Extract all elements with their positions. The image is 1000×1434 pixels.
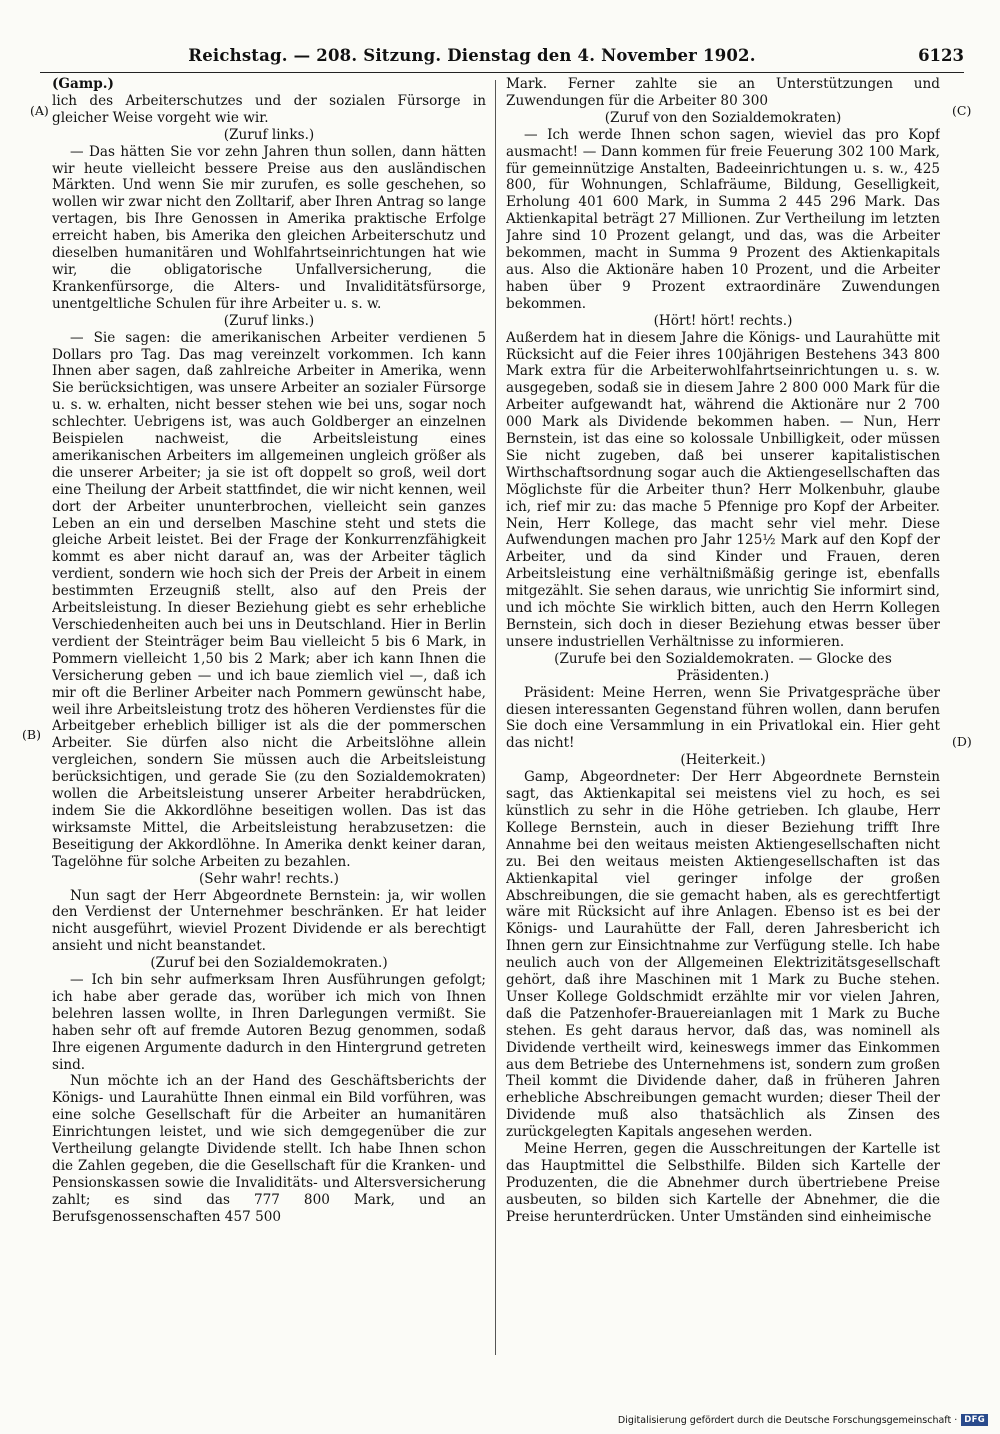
paragraph: Meine Herren, gegen die Ausschreitungen der Kartelle ist das Hauptmittel die Selbsthilfe. Bilden sich Kartelle der Produzenten, die die Abnehmer durch übertriebene Preise ausbeuten, so bilden sich Kartelle der Abnehmer, die die Preise herunterdrücken. Unter Umständen sind einheimische xyxy=(506,1141,940,1225)
paragraph: Mark. Ferner zahlte sie an Unterstützungen und Zuwendungen für die Arbeiter 80 300 xyxy=(506,76,940,109)
footer-text: Digitalisierung gefördert durch die Deutsche Forschungsgemeinschaft · xyxy=(617,1414,958,1426)
paragraph: — Das hätten Sie vor zehn Jahren thun sollen, dann hätten wir heute vielleicht bessere Preise aus den ausländischen Märkten. Und wenn Sie mir zurufen, es solle geschehen, so wollen wir zwar nicht den Zolltarif, aber Ihren Antrag so lange vertagen, bis Ihre Genossen in Amerika praktische Erfolge erreicht haben, bis Amerika den gleichen Arbeiterschutz und dieselben humanitären und Wohlfahrtseinrichtungen hat wie wir, die obligatorische Unfallversicherung, die Krankenfürsorge, die Alters- und Invaliditätsfürsorge, unentgeltliche Schulen für ihre Arbeiter u. s. w. xyxy=(52,143,486,312)
interjection: (Sehr wahr! rechts.) xyxy=(199,870,339,887)
page-header xyxy=(40,46,964,73)
dfg-logo: DFG xyxy=(961,1414,988,1426)
interjection: (Heiterkeit.) xyxy=(680,752,766,769)
paragraph: — Sie sagen: die amerikanischen Arbeiter verdienen 5 Dollars pro Tag. Das mag vereinzelt vorkommen. Ich kann Ihnen aber sagen, daß zahlreiche Arbeiter in Amerika, wenn Sie berücksichtigen, was unsere Arbeiter an sozialer Fürsorge u. s. w. erhalten, nicht besser stehen wie bei uns, sogar noch schlechter. Uebrigens ist, was auch Goldberger an einzelnen Beispielen nachweist, die Arbeitsleistung eines amerikanischen Arbeiters im allgemeinen ungleich größer als die unserer Arbeiter; ja sie ist oft doppelt so groß, weil dort eine Theilung der Arbeit stattfindet, die wir nicht kennen, weil dort der Arbeiter ununterbrochen, vielleicht sein ganzes Leben an ein und derselben Maschine steht und stets die gleiche Arbeit leistet. Bei der Frage der Konkurrenzfähigkeit kommt es aber nicht darauf an, was der Arbeiter täglich verdient, sondern wie hoch sich der Preis der Arbeit in einem bestimmten Erzeugniß stellt, also auf den Preis der Arbeitsleistung. In dieser Beziehung giebt es sehr erhebliche Verschiedenheiten auch bei uns in Deutschland. Hier in Berlin verdient der Steinträger beim Bau vielleicht 5 bis 6 Mark, in Pommern vielleicht 1,50 bis 2 Mark; aber ich kann Ihnen die Versicherung geben — und ich baue ziemlich viel —, daß ich mir oft die Berliner Arbeiter nach Pommern gewünscht habe, weil ihre Arbeitsleistung trotz des höheren Verdienstes für die Arbeitgeber erheblich billiger ist als die der pommerschen Arbeiter. Sie dürfen also nicht die Arbeitslöhne allein vergleichen, sondern Sie müssen auch die Arbeitsleistung berücksichtigen, und gerade Sie (zu den Sozialdemokraten) wollen die Arbeitsleistung unserer Arbeiter herabdrücken, indem Sie die Akkordlöhne beseitigen wollen. Das ist das wirksamste Mittel, die Arbeitsleistung herabzusetzen: die Beseitigung der Akkordlöhne. In Amerika denkt keiner daran, Tagelöhne für solche Arbeiten zu bezahlen. xyxy=(52,329,486,870)
speaker-tag: (Gamp.) xyxy=(52,76,114,92)
margin-marker-c: (C) xyxy=(952,103,972,118)
paragraph: Nun sagt der Herr Abgeordnete Bernstein: ja, wir wollen den Verdienst der Unternehmer beschränken. Er hat leider nicht ausgeführt, wieviel Prozent Dividende er als berechtigt ansieht und nicht beanstandet. xyxy=(52,887,486,955)
interjection: (Zuruf links.) xyxy=(223,126,315,143)
margin-marker-d: (D) xyxy=(952,734,972,749)
footer xyxy=(618,1414,988,1426)
paragraph-president: Präsident: Meine Herren, wenn Sie Privatgespräche über diesen interessanten Gegenstand führen wollen, dann berufen Sie doch eine Versammlung in ein Privatlokal ein. Hier geht das nicht! xyxy=(506,684,940,752)
interjection: (Zuruf von den Sozialdemokraten) xyxy=(604,109,842,126)
paragraph: lich des Arbeiterschutzes und der sozialen Fürsorge in gleicher Weise vorgeht wie wir. xyxy=(52,92,486,126)
left-column xyxy=(52,76,486,1356)
paragraph: — Ich bin sehr aufmerksam Ihren Ausführungen gefolgt; ich habe aber gerade das, worüber ich mich von Ihnen belehren lassen wollte, in Ihren Darlegungen vermißt. Sie haben sehr oft auf fremde Autoren Bezug genommen, sodaß Ihre eigenen Argumente dadurch in den Hintergrund getreten sind. xyxy=(52,972,486,1073)
page-number: 6123 xyxy=(918,46,964,65)
right-column xyxy=(506,76,940,1356)
paragraph: Außerdem hat in diesem Jahre die Königs- und Laurahütte mit Rücksicht auf die Feier ihres 100jährigen Bestehens 343 800 Mark extra für die Arbeiterwohlfahrtseinrichtungen u. s. w. ausgegeben, sodaß sie in diesem Jahre 2 800 000 Mark für die Arbeiter aufgewandt hat, während die Aktionäre nur 2 700 000 Mark als Dividende bekommen haben. — Nun, Herr Bernstein, ist das eine so kolossale Unbilligkeit, oder müssen Sie nicht zugeben, daß bei unserer kapitalistischen Wirthschaftsordnung sogar auch die Aktiengesellschaften das Möglichste für die Arbeiter thun? Herr Molkenbuhr, glaube ich, rief mir zu: das mache 5 Pfennige pro Kopf der Arbeiter. Nein, Herr Kollege, das macht sehr viel mehr. Diese Aufwendungen machen pro Jahr 125½ Mark auf den Kopf der Arbeiter, und da sind Kinder und Frauen, deren Arbeitsleistung eine verhältnißmäßig geringe ist, ebenfalls mitgezählt. Sie sehen daraus, wie unrichtig Sie informirt sind, und ich möchte Sie wirklich bitten, auch den Herrn Kollegen Bernstein, sich doch in dieser Beziehung etwas besser über unsere industriellen Verhältnisse zu informieren. xyxy=(506,329,940,650)
column-divider xyxy=(495,80,496,1355)
interjection: (Zurufe bei den Sozialdemokraten. — Glocke des Präsidenten.) xyxy=(554,650,892,684)
interjection: (Zuruf links.) xyxy=(223,312,315,329)
margin-marker-a: (A) xyxy=(30,103,49,118)
margin-marker-b: (B) xyxy=(22,727,41,742)
interjection: (Zuruf bei den Sozialdemokraten.) xyxy=(150,955,388,972)
paragraph: — Ich werde Ihnen schon sagen, wieviel das pro Kopf ausmacht! — Dann kommen für freie Feuerung 302 100 Mark, für gemeinnützige Anstalten, Badeeinrichtungen u. s. w., 425 800, für Wohnungen, Schlafräume, Bildung, Geselligkeit, Erholung 401 600 Mark, in Summa 2 445 296 Mark. Das Aktienkapital beträgt 27 Millionen. Zur Vertheilung im letzten Jahre sind 10 Prozent gelangt, und das, was die Arbeiter bekommen, macht in Summa 9 Prozent des Aktienkapitals aus. Also die Aktionäre haben 10 Prozent, und die Arbeiter haben über 9 Prozent extraordinäre Zuwendungen bekommen. xyxy=(506,126,940,312)
page-title: Reichstag. — 208. Sitzung. Dienstag den 4. November 1902. xyxy=(188,46,756,65)
interjection: (Hört! hört! rechts.) xyxy=(653,312,793,329)
paragraph: Nun möchte ich an der Hand des Geschäftsberichts der Königs- und Laurahütte Ihnen einmal ein Bild vorführen, was eine solche Gesellschaft für die Arbeiter an humanitären Einrichtungen leistet, und wie sich demgegenüber die zur Vertheilung gelangte Dividende stellt. Ich habe Ihnen schon die Zahlen gegeben, die die Gesellschaft für die Kranken- und Pensionskassen sowie die Invaliditäts- und Altersversicherung zahlt; es sind das 777 800 Mark, und an Berufsgenossenschaften 457 500 xyxy=(52,1073,486,1225)
paragraph-gamp: Gamp, Abgeordneter: Der Herr Abgeordnete Bernstein sagt, das Aktienkapital sei meistens viel zu hoch, es sei künstlich zu sehr in die Höhe getrieben. Ich glaube, Herr Kollege Bernstein, auch in dieser Beziehung trifft Ihre Annahme bei den weitaus meisten Aktiengesellschaften nicht zu. Bei den weitaus meisten Aktiengesellschaften ist das Aktienkapital viel geringer infolge der großen Abschreibungen, die sie gemacht haben, als es gerechtfertigt wäre mit Rücksicht auf ihre Anlagen. Ebenso ist es bei der Königs- und Laurahütte der Fall, deren Jahresbericht ich Ihnen gern zur Einsichtnahme zur Verfügung stelle. Ich habe neulich auch von der Allgemeinen Elektrizitätsgesellschaft gehört, daß ihre Maschinen mit 1 Mark zu Buche stehen. Unser Kollege Goldschmidt erzählte mir vor vielen Jahren, daß die Patzenhofer-Brauereianlagen mit 1 Mark zu Buche stehen. Es geht daraus hervor, daß das, was nominell als Dividende vertheilt wird, keineswegs immer das Einkommen aus dem Betriebe des Unternehmens ist, sondern zum großen Theil kommt die Dividende daher, daß in früheren Jahren erhebliche Abschreibungen gemacht wurden; dieser Theil der Dividende muß also thatsächlich als Zinsen des zurückgelegten Kapitals angesehen werden. xyxy=(506,769,940,1141)
